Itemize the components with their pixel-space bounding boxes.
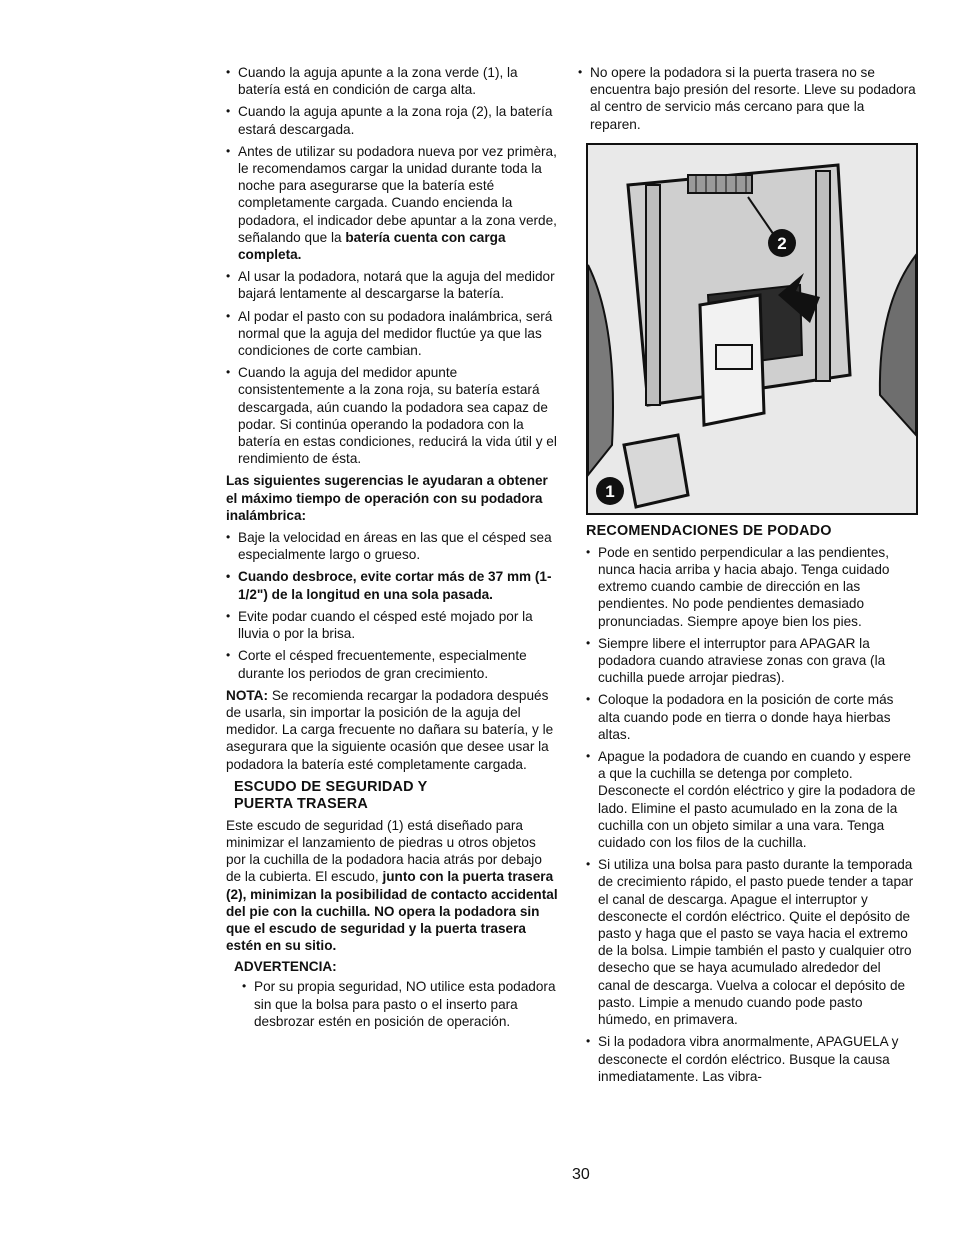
- door-spring: [688, 175, 752, 193]
- left-column: [226, 64, 558, 1035]
- list-item: • Al usar la podadora, notará que la aguja del medidor bajará lentamente al descargarse la batería.: [226, 268, 558, 302]
- recomendaciones-heading: RECOMENDACIONES DE PODADO: [586, 522, 832, 539]
- nota-text: Se recomienda recargar la podadora después de usarla, sin importar la posición de la aguja del medidor. La carga frecuente no dañara su batería, y le asegurara que la siguiente ocasión que desee usar la podadora la batería esté completamente cargada.: [226, 687, 554, 772]
- right-column: [578, 64, 916, 1090]
- safety-shield: [624, 435, 688, 507]
- list-item: • Coloque la podadora en la posición de corte más alta cuando pode en tierra o donde haya hierbas altas.: [586, 691, 916, 743]
- list-item: • Si la podadora vibra anormalmente, APAGUELA y desconecte el cordón eléctrico. Busque la causa inmediatamente. Las vibra-: [586, 1033, 916, 1085]
- callout-2-label: 2: [777, 233, 787, 253]
- escudo-heading-line-1: ESCUDO DE SEGURIDAD Y: [234, 778, 428, 795]
- list-item: • Si utiliza una bolsa para pasto durante la temporada de crecimiento rápido, el pasto puede tender a tapar el canal de descarga. Apague el interruptor y desconecte el cordón eléctrico. Quite el depósito de pasto y haga que el pasto se vaya hacia el extremo de la bolsa. Limpie también el pasto y cualquier otro desecho que se haya acumulado alrededor del canal de descarga. Vuelva a colocar el depósito de pasto. Limpie a menudo cuando pode pasto húmedo, en primavera.: [586, 856, 916, 1028]
- list-item: [226, 143, 558, 263]
- list-item: • Siempre libere el interruptor para APAGAR la podadora cuando atraviese zonas con grava (la cuchilla puede arrojar piedras).: [586, 635, 916, 687]
- page-number: 30: [572, 1166, 590, 1183]
- escudo-text: Este escudo de seguridad (1) está diseñado para minimizar el lanzamiento de piedras u otros objetos por la cuchilla de la podadora hacia atrás por debajo de la cubierta. El escudo,: [226, 817, 542, 885]
- list-item-bold-text: batería cuenta con carga completa.: [238, 229, 506, 263]
- list-item: • Cuando la aguja apunte a la zona roja (2), la batería estará descargada.: [226, 103, 558, 137]
- nota-paragraph: [226, 687, 558, 773]
- list-item: • Apague la podadora de cuando en cuando y espere a que la cuchilla se detenga por completo. Desconecte el cordón eléctrico y gire la podadora de lado. Elimine el pasto acumulado en la zona de la cuchilla con un objeto similar a una vara. Tenga cuidado con los filos de la cuchilla.: [586, 748, 916, 851]
- handle-bar-left: [646, 185, 660, 405]
- escudo-bold-text: junto con la puerta trasera (2), minimizan la posibilidad de contacto accidental del pie con la cuchilla. NO opera la podadora sin que el escudo de seguridad y la puerta trasera estén en su sitio.: [226, 869, 558, 954]
- top-warning-list: [578, 64, 916, 133]
- mower-illustration-svg: [588, 145, 916, 513]
- list-item: • Cuando la aguja del medidor apunte consistentemente a la zona roja, su batería estará descargada, aún cuando la podadora sea capaz de podar. Si continúa operando la podadora con la batería en estas condiciones, reducirá la vida útil y el rendimiento de ésta.: [226, 364, 558, 467]
- escudo-paragraph: [226, 817, 558, 955]
- list-item: • Cuando la aguja apunte a la zona verde (1), la batería está en condición de carga alta.: [226, 64, 558, 98]
- list-item: • Pode en sentido perpendicular a las pendientes, nunca hacia arriba y hacia abajo. Tenga cuidado extremo cuando cambie de dirección en las pendientes. No pode pendientes demasiado pronunciadas. Siempre apoye bien los pies.: [586, 544, 916, 630]
- handle-bar-right: [816, 171, 830, 381]
- mower-rear-door-illustration: [586, 143, 918, 515]
- list-item: • Evite podar cuando el césped esté mojado por la lluvia o por la brisa.: [226, 608, 558, 642]
- list-item: • No opere la podadora si la puerta trasera no se encuentra bajo presión del resorte. Lleve su podadora al centro de servicio más cercano para que la reparen.: [578, 64, 916, 133]
- suggestions-list: [226, 529, 558, 682]
- list-item: • Baje la velocidad en áreas en las que el césped sea especialmente largo o grueso.: [226, 529, 558, 563]
- escudo-heading-line-2: PUERTA TRASERA: [234, 795, 368, 812]
- callout-1-label: 1: [605, 481, 615, 501]
- suggestions-heading: Las siguientes sugerencias le ayudaran a obtener el máximo tiempo de operación con su podadora inalámbrica:: [226, 473, 548, 523]
- nota-label: NOTA:: [226, 687, 269, 703]
- list-item: • Cuando desbroce, evite cortar más de 37 mm (1-1/2") de la longitud en una sola pasada.: [226, 568, 558, 602]
- escudo-heading: [234, 779, 558, 813]
- list-item: • Al podar el pasto con su podadora inalámbrica, será normal que la aguja del medidor fluctúe ya que las condiciones de corte cambian.: [226, 308, 558, 360]
- recomendaciones-list: [586, 544, 916, 1085]
- list-item: • Por su propia seguridad, NO utilice esta podadora sin que la bolsa para pasto o el inserto para desbrozar estén en posición de operación.: [242, 978, 558, 1030]
- advertencia-list: [242, 978, 558, 1030]
- rear-door: [700, 295, 764, 425]
- gauge-bullets: [226, 64, 558, 467]
- list-item-text: Antes de utilizar su podadora nueva por vez primèra, le recomendamos cargar la unidad durante toda la noche para asegurarse que la batería esté completamente cargada. Cuando encienda la podadora, el indicador debe apuntar a la zona verde, señalando que la: [238, 143, 557, 245]
- advertencia-heading: ADVERTENCIA:: [234, 959, 337, 975]
- list-item: • Corte el césped frecuentemente, especialmente durante los periodos de gran crecimiento.: [226, 647, 558, 681]
